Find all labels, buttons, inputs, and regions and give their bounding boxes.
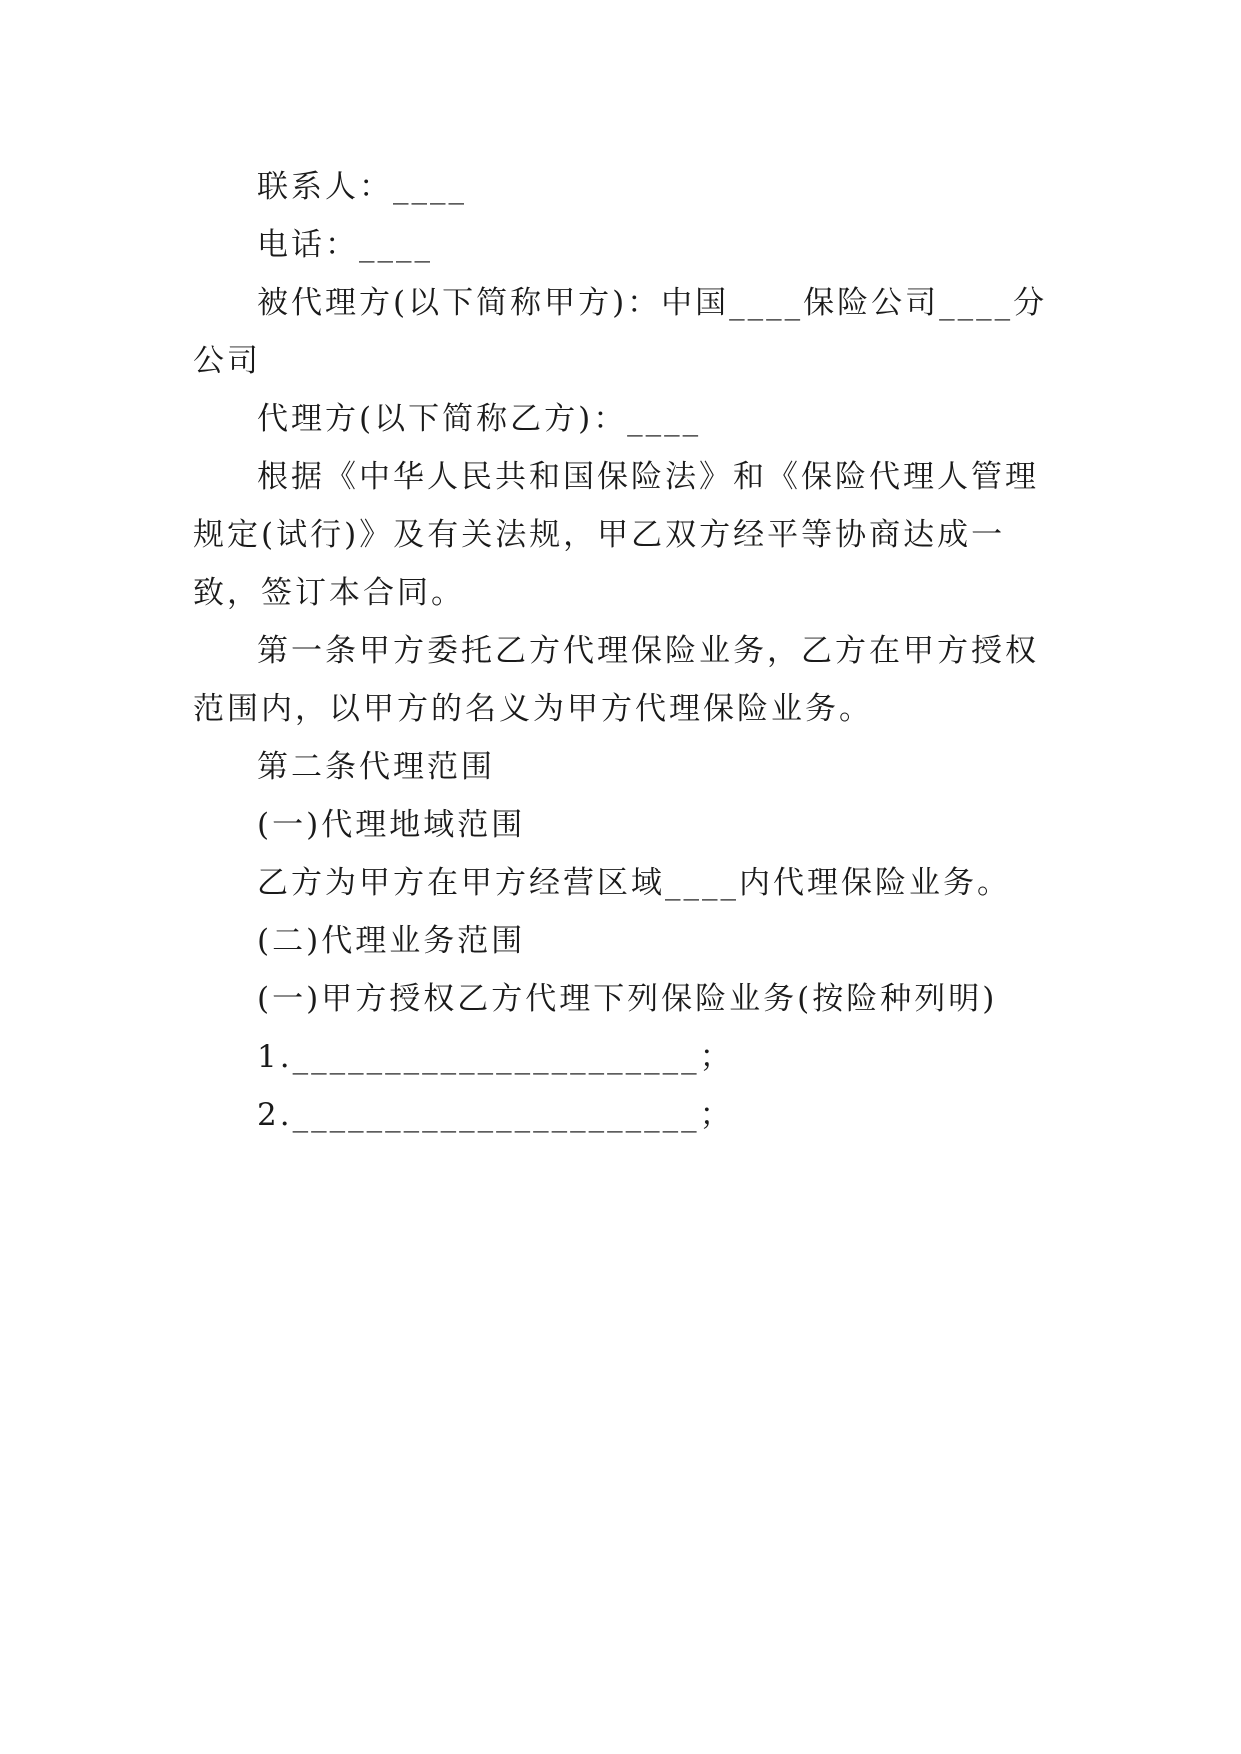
contact-person-line: 联系人：____: [257, 169, 467, 205]
preamble-paragraph: 根据《中华人民共和国保险法》和《保险代理人管理规定(试行)》及有关法规，甲乙双方经平等协商达成一致，签订本合同。: [193, 459, 1039, 611]
business-scope-heading: (二)代理业务范围: [257, 923, 526, 959]
document-body: [193, 158, 1063, 1144]
territory-scope-paragraph: 乙方为甲方在甲方经营区域____内代理保险业务。: [257, 865, 1011, 901]
list-item-1: 1.______________________；: [257, 1039, 734, 1075]
article-one-paragraph: 第一条甲方委托乙方代理保险业务，乙方在甲方授权范围内，以甲方的名义为甲方代理保险业务。: [193, 633, 1039, 727]
agent-party-line: 代理方(以下简称乙方)：____: [257, 401, 702, 437]
territory-scope-heading: (一)代理地域范围: [257, 807, 526, 843]
principal-party-line: 被代理方(以下简称甲方)：中国____保险公司____分公司: [193, 285, 1048, 379]
phone-line: 电话：____: [257, 227, 433, 263]
list-item-2: 2.______________________；: [257, 1097, 734, 1133]
authorized-business-paragraph: (一)甲方授权乙方代理下列保险业务(按险种列明): [257, 981, 998, 1017]
article-two-heading: 第二条代理范围: [257, 749, 495, 785]
